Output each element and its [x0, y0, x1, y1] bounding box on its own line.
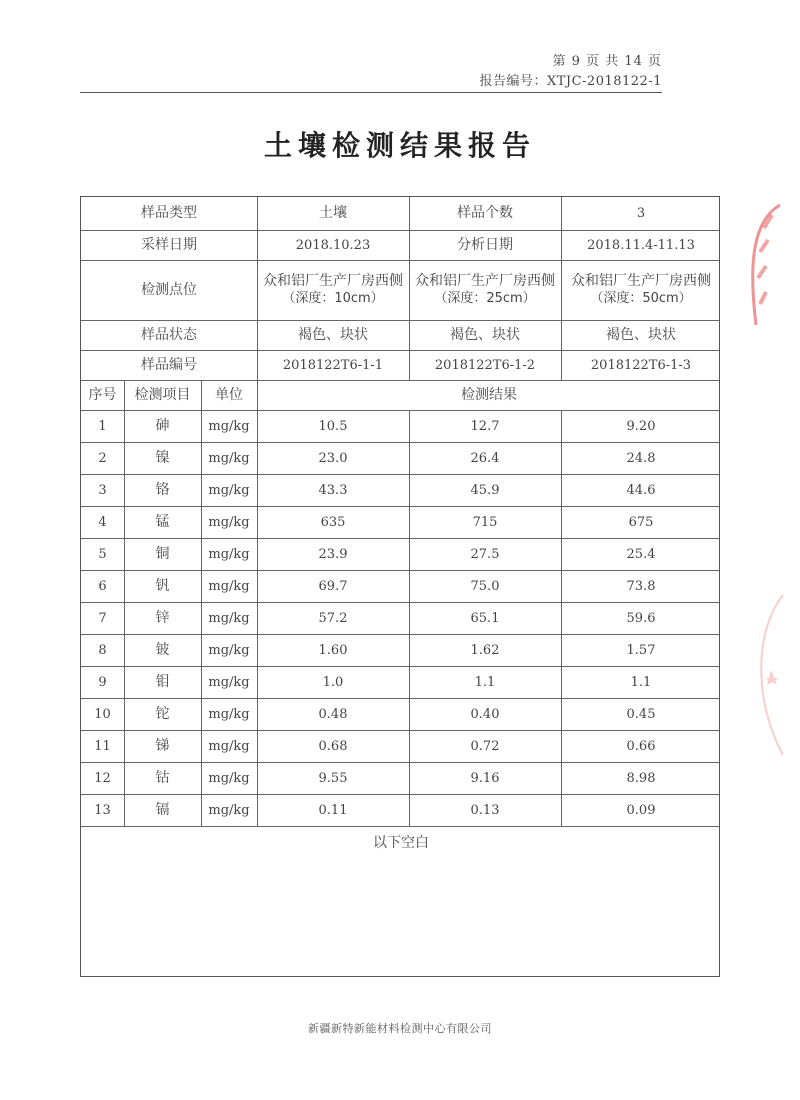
row-unit: mg/kg: [208, 418, 250, 434]
location-depth: （深度：10cm）: [282, 291, 384, 306]
label-sample-no: 样品编号: [141, 356, 197, 373]
label-location: 检测点位: [141, 281, 197, 298]
row-value: 43.3: [318, 482, 348, 498]
row-unit: mg/kg: [208, 610, 250, 626]
row-unit: mg/kg: [208, 706, 250, 722]
location-name: 众和铝厂生产厂房西侧: [415, 273, 555, 289]
value-sample-no: 2018122T6-1-3: [590, 357, 692, 373]
row-item: 钒: [155, 577, 170, 594]
row-index: 1: [98, 418, 107, 434]
row-item: 锌: [155, 609, 170, 626]
row-value: 10.5: [318, 418, 348, 434]
header-item: 检测项目: [134, 386, 191, 403]
row-index: 10: [94, 706, 111, 722]
row-value: 0.72: [470, 738, 500, 754]
row-value: 9.55: [318, 770, 348, 786]
row-unit: mg/kg: [208, 482, 250, 498]
row-index: 7: [98, 610, 107, 626]
row-value: 25.4: [626, 546, 656, 562]
row-value: 1.1: [474, 674, 496, 690]
label-sample-state: 样品状态: [141, 326, 197, 343]
row-value: 9.20: [626, 418, 656, 434]
row-index: 4: [98, 514, 107, 530]
row-value: 1.0: [322, 674, 344, 690]
row-unit: mg/kg: [208, 450, 250, 466]
row-item: 砷: [155, 417, 170, 434]
row-unit: mg/kg: [208, 546, 250, 562]
row-value: 57.2: [318, 610, 348, 626]
row-value: 12.7: [470, 418, 500, 434]
row-item: 镍: [155, 449, 170, 466]
row-value: 73.8: [626, 578, 656, 594]
row-value: 24.8: [626, 450, 656, 466]
row-unit: mg/kg: [208, 674, 250, 690]
row-value: 0.48: [318, 706, 348, 722]
value-sample-state: 褐色、块状: [450, 326, 520, 343]
row-value: 0.11: [318, 802, 348, 818]
value-location: [257, 260, 409, 320]
page-title: 土壤检测结果报告: [263, 129, 536, 162]
row-value: 0.13: [470, 802, 500, 818]
location-depth: （深度：25cm）: [434, 291, 536, 306]
page-number: 第 9 页 共 14 页: [552, 54, 662, 69]
label-sample-type: 样品类型: [141, 205, 197, 221]
value-sample-no: 2018122T6-1-1: [282, 357, 384, 373]
row-value: 44.6: [626, 482, 656, 498]
row-value: 0.40: [470, 706, 500, 722]
row-item: 钼: [155, 673, 170, 690]
row-index: 3: [98, 482, 107, 498]
row-item: 铜: [155, 545, 170, 562]
seal-stamp-edge-lower: [745, 590, 785, 760]
row-item: 铬: [155, 481, 170, 498]
results-table: [80, 196, 720, 977]
row-index: 9: [98, 674, 107, 690]
row-value: 715: [472, 514, 498, 530]
value-analysis-date: 2018.11.4-11.13: [587, 237, 695, 253]
row-item: 锰: [155, 513, 170, 530]
header-result: 检测结果: [461, 386, 517, 403]
row-item: 锑: [155, 737, 170, 754]
row-value: 27.5: [470, 546, 500, 562]
row-value: 9.16: [470, 770, 500, 786]
row-value: 1.60: [318, 642, 348, 658]
row-value: 1.1: [630, 674, 652, 690]
location-depth: （深度：50cm）: [590, 291, 692, 306]
row-value: 26.4: [470, 450, 500, 466]
value-sample-no: 2018122T6-1-2: [434, 357, 536, 373]
row-unit: mg/kg: [208, 578, 250, 594]
row-index: 5: [98, 546, 107, 562]
row-value: 1.57: [626, 642, 656, 658]
row-item: 镉: [155, 801, 170, 818]
row-index: 2: [98, 450, 107, 466]
row-unit: mg/kg: [208, 642, 250, 658]
table-row-divider: [81, 826, 719, 827]
row-item: 钴: [155, 769, 170, 786]
row-index: 13: [94, 802, 111, 818]
value-sample-state: 褐色、块状: [606, 326, 676, 343]
row-value: 0.45: [626, 706, 656, 722]
row-value: 59.6: [626, 610, 656, 626]
row-item: 铍: [155, 641, 170, 658]
row-value: 0.68: [318, 738, 348, 754]
row-unit: mg/kg: [208, 738, 250, 754]
location-name: 众和铝厂生产厂房西侧: [571, 273, 711, 289]
row-value: 23.0: [318, 450, 348, 466]
row-value: 65.1: [470, 610, 500, 626]
row-value: 635: [320, 514, 346, 530]
label-sample-count: 样品个数: [457, 205, 513, 221]
value-sample-type: 土壤: [319, 205, 347, 221]
row-value: 69.7: [318, 578, 348, 594]
blank-note: 以下空白: [373, 835, 429, 851]
row-index: 11: [94, 738, 111, 754]
row-value: 1.62: [470, 642, 500, 658]
report-number: 报告编号：XTJC-2018122-1: [479, 74, 662, 89]
row-value: 8.98: [626, 770, 656, 786]
row-unit: mg/kg: [208, 770, 250, 786]
value-sample-count: 3: [636, 206, 646, 221]
row-index: 12: [94, 770, 111, 786]
label-sampling-date: 采样日期: [141, 236, 197, 253]
value-location: [409, 260, 561, 320]
row-index: 6: [98, 578, 107, 594]
value-location: [561, 260, 721, 320]
label-analysis-date: 分析日期: [457, 236, 513, 253]
footer-company: 新疆新特新能材料检测中心有限公司: [308, 1022, 492, 1035]
row-unit: mg/kg: [208, 514, 250, 530]
header-unit: 单位: [215, 386, 243, 403]
row-item: 铊: [155, 705, 170, 722]
row-value: 0.66: [626, 738, 656, 754]
row-value: 675: [628, 514, 654, 530]
value-sampling-date: 2018.10.23: [295, 237, 371, 253]
seal-stamp-edge: [742, 200, 782, 330]
row-value: 23.9: [318, 546, 348, 562]
row-index: 8: [98, 642, 107, 658]
row-value: 45.9: [470, 482, 500, 498]
value-sample-state: 褐色、块状: [298, 326, 368, 343]
location-name: 众和铝厂生产厂房西侧: [263, 273, 403, 289]
header-index: 序号: [88, 386, 117, 403]
row-unit: mg/kg: [208, 802, 250, 818]
row-value: 0.09: [626, 802, 656, 818]
row-value: 75.0: [470, 578, 500, 594]
header-divider: [80, 92, 662, 93]
